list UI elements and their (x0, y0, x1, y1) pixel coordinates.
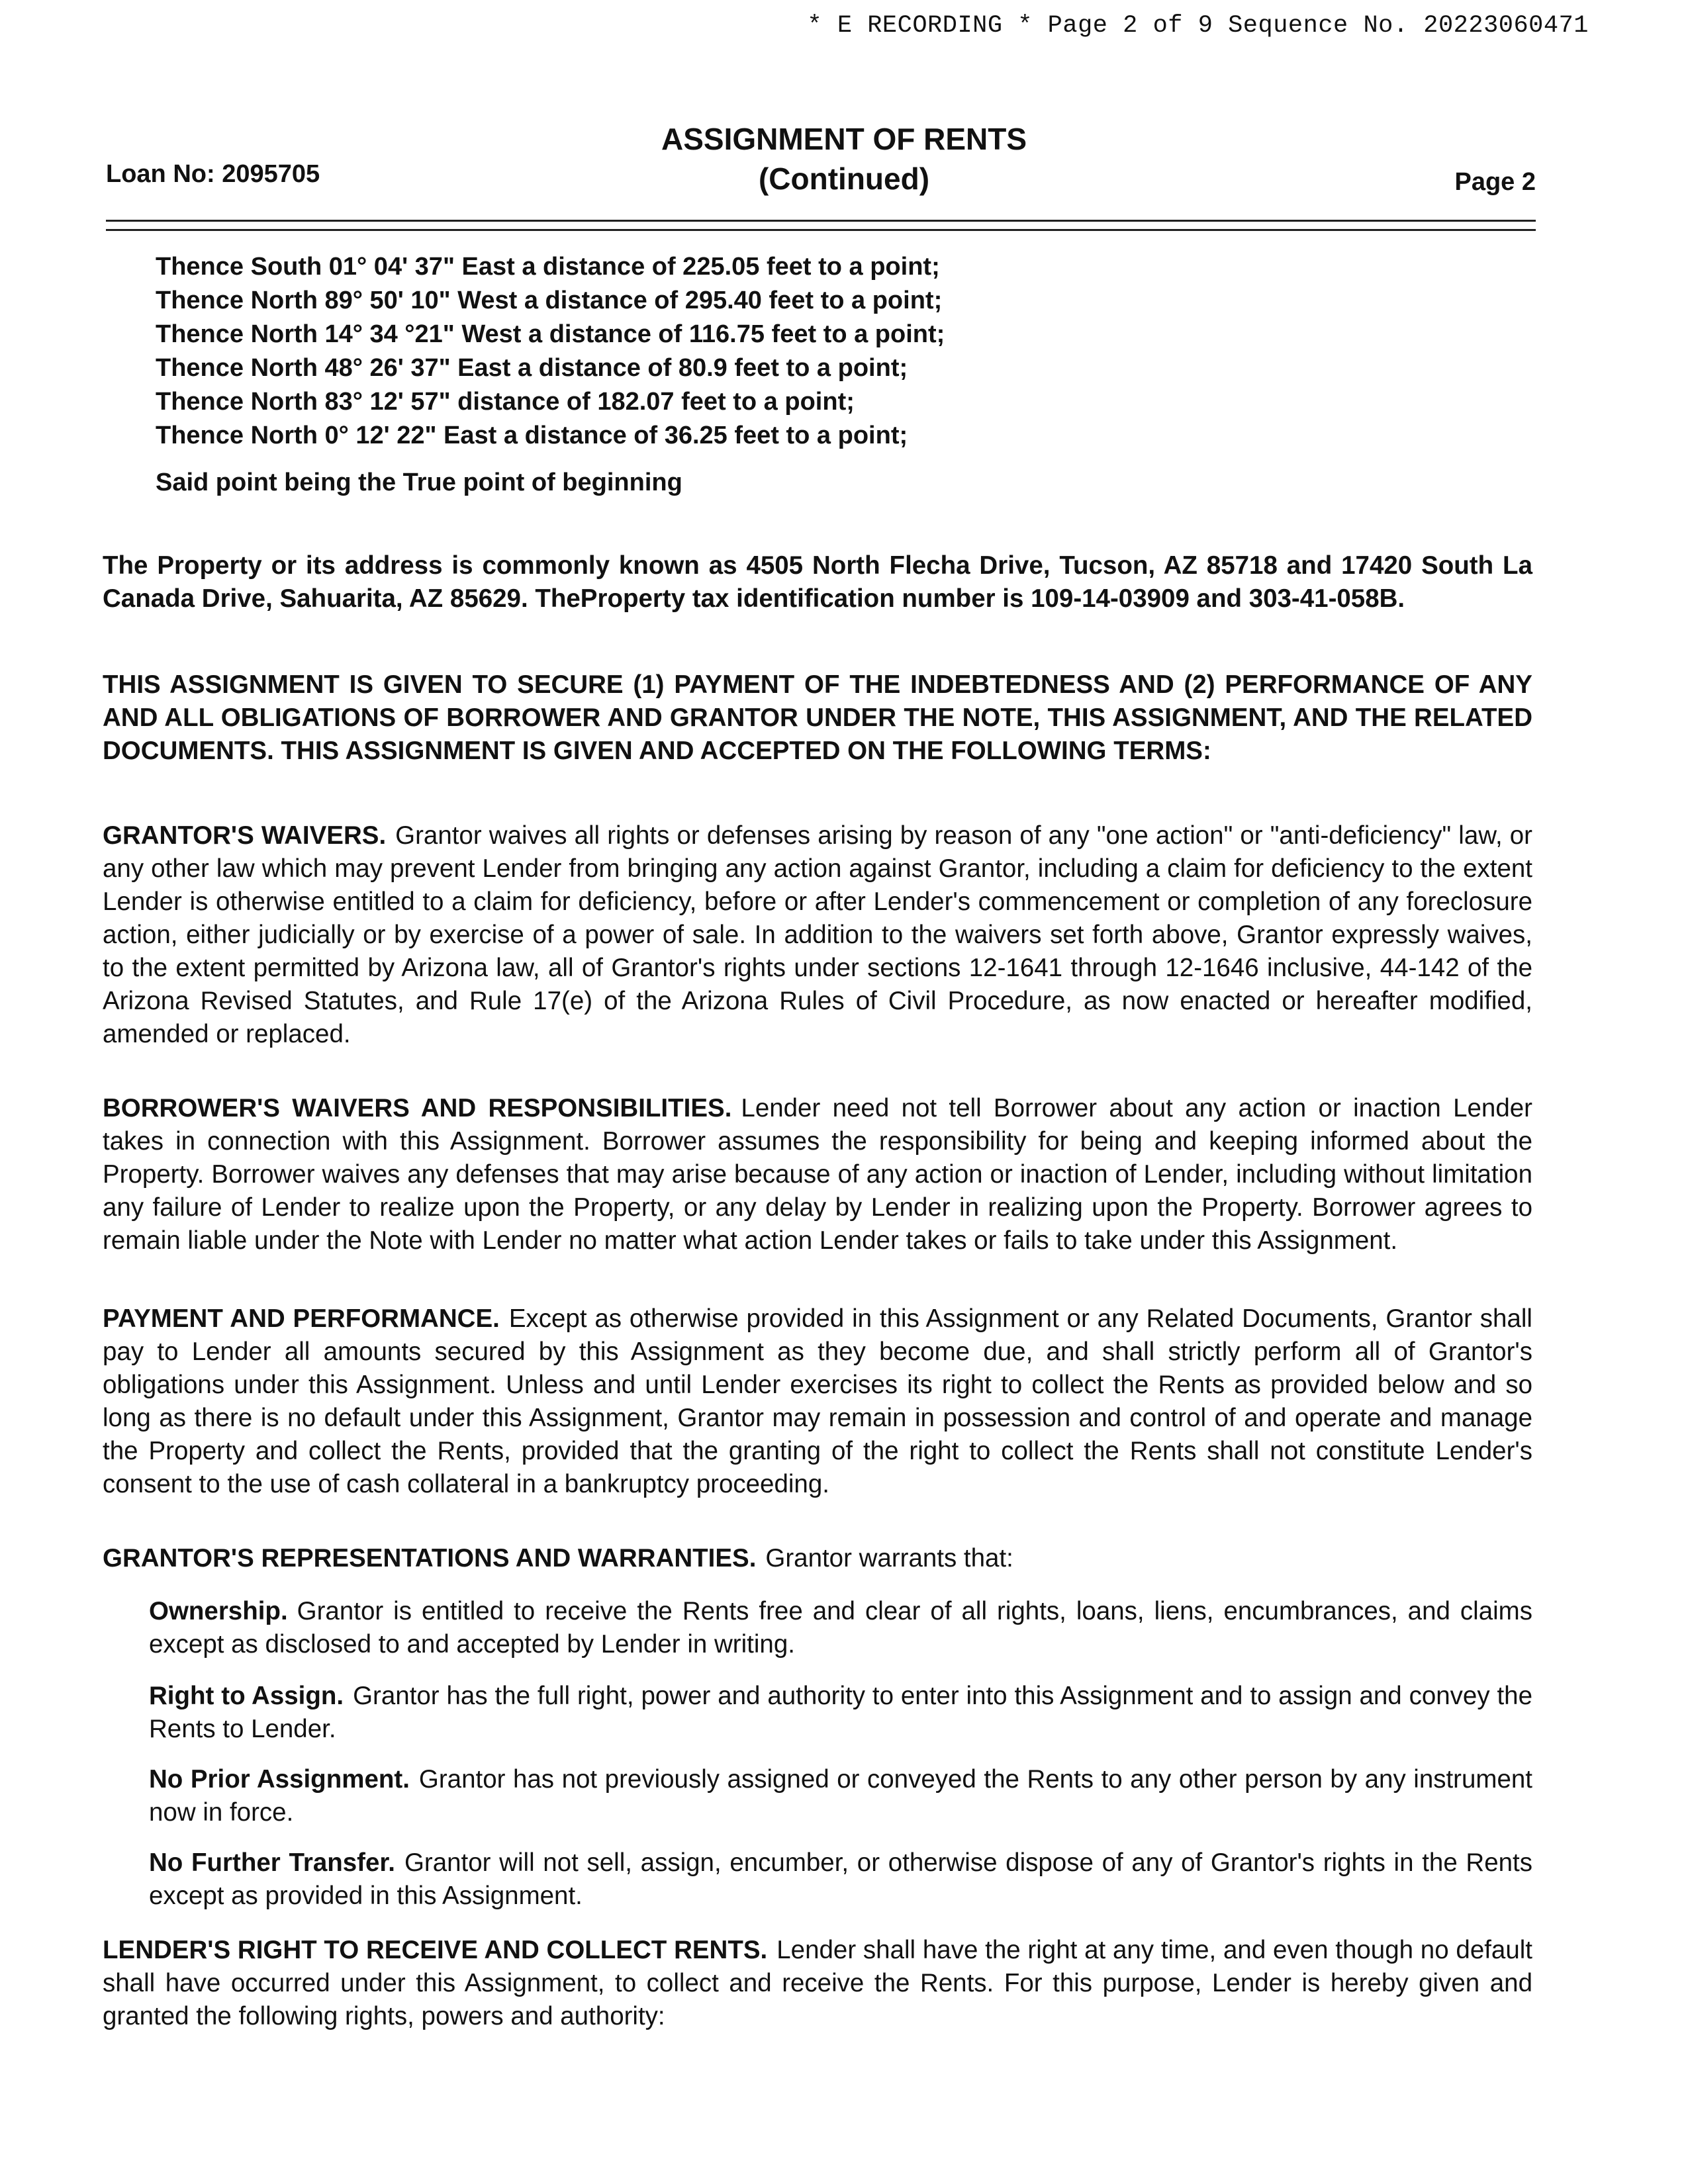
property-address-paragraph: The Property or its address is commonly known as 4505 North Flecha Drive, Tucson, AZ 85718 and 17420 South La Canada Drive, Sahuarita, AZ 85629. TheProperty tax identification number is 109-14-03909 and 303-41-058B. (103, 551, 1532, 613)
borrowers-waivers-section (103, 1092, 1532, 1257)
header-rule-bottom (106, 229, 1536, 231)
section-body: Lender need not tell Borrower about any action or inaction Lender takes in connection with this Assignment. Borrower assumes the responsibility for being and keeping informed about the Property. Borrower waives any defenses that may arise because of any action or inaction of Lender, including without limitation any failure of Lender to realize upon the Property, or any delay by Lender in realizing upon the Property. Borrower agrees to remain liable under the Note with Lender no matter what action Lender takes or fails to take under this Assignment. (103, 1094, 1532, 1255)
metes-call: Thence South 01° 04' 37" East a distance of 225.05 feet to a point; (156, 253, 940, 281)
section-body: Grantor waives all rights or defenses arising by reason of any "one action" or "anti-deficiency" law, or any other law which may prevent Lender from bringing any action against Grantor, including a claim for deficiency to the extent Lender is otherwise entitled to a claim for deficiency, before or after Lender's commencement or completion of any foreclosure action, either judicially or by exercise of a power of sale. In addition to the waivers set forth above, Grantor expressly waives, to the extent permitted by Arizona law, all of Grantor's rights under sections 12-1641 through 12-1646 inclusive, 44-142 of the Arizona Revised Statutes, and Rule 17(e) of the Arizona Rules of Civil Procedure, as now enacted or hereafter modified, amended or replaced. (103, 821, 1532, 1048)
legal-description-calls (156, 250, 1413, 453)
subsection-heading: Right to Assign. (149, 1682, 344, 1710)
subsection-body: Grantor will not sell, assign, encumber, or otherwise dispose of any of Grantor's rights in the Rents except as provided in this Assignment. (149, 1848, 1532, 1910)
subsection-heading: No Prior Assignment. (149, 1765, 410, 1794)
loan-number: Loan No: 2095705 (106, 160, 320, 188)
subsection-heading: Ownership. (149, 1597, 288, 1625)
representations-section (103, 1542, 1532, 1575)
right-to-assign-subsection (149, 1680, 1532, 1746)
document-title: ASSIGNMENT OF RENTS (661, 122, 1027, 156)
no-prior-assignment-subsection (149, 1763, 1532, 1829)
no-further-transfer-subsection (149, 1846, 1532, 1913)
ownership-subsection (149, 1595, 1532, 1661)
section-heading: GRANTOR'S REPRESENTATIONS AND WARRANTIES. (103, 1544, 757, 1572)
subsection-body: Grantor is entitled to receive the Rents free and clear of all rights, loans, liens, encumbrances, and claims except as disclosed to and accepted by Lender in writing. (149, 1597, 1532, 1659)
subsection-body: Grantor has not previously assigned or conveyed the Rents to any other person by any instrument now in force. (149, 1765, 1533, 1827)
section-heading: GRANTOR'S WAIVERS. (103, 821, 387, 850)
page-number: Page 2 (1454, 168, 1536, 196)
subsection-heading: No Further Transfer. (149, 1848, 395, 1877)
secure-clause: THIS ASSIGNMENT IS GIVEN TO SECURE (1) PAYMENT OF THE INDEBTEDNESS AND (2) PERFORMANCE OF ANY AND ALL OBLIGATIONS OF BORROWER AND GRANTOR UNDER THE NOTE, THIS ASSIGNMENT, AND THE RELATED DOCUMENTS. THIS ASSIGNMENT IS GIVEN AND ACCEPTED ON THE FOLLOWING TERMS: (103, 670, 1532, 765)
metes-call: Thence North 48° 26' 37" East a distance of 80.9 feet to a point; (156, 354, 908, 382)
document-subtitle: (Continued) (758, 161, 930, 196)
section-body: Lender shall have the right at any time, and even though no default shall have occurred under this Assignment, to collect and receive the Rents. For this purpose, Lender is hereby given and granted the following rights, powers and authority: (103, 1936, 1532, 2030)
header-rule-top (106, 220, 1536, 222)
metes-call: Thence North 14° 34 °21" West a distance of 116.75 feet to a point; (156, 320, 945, 348)
section-heading: BORROWER'S WAIVERS AND RESPONSIBILITIES. (103, 1094, 732, 1122)
recording-header: * E RECORDING * Page 2 of 9 Sequence No. 20223060471 (807, 12, 1589, 40)
payment-performance-section (103, 1302, 1532, 1501)
metes-call: Thence North 0° 12' 22" East a distance of 36.25 feet to a point; (156, 422, 908, 449)
point-of-beginning: Said point being the True point of beginning (156, 469, 682, 496)
grantors-waivers-section (103, 819, 1532, 1051)
metes-call: Thence North 89° 50' 10" West a distance of 295.40 feet to a point; (156, 287, 943, 314)
lenders-right-section (103, 1934, 1532, 2033)
section-body: Except as otherwise provided in this Assignment or any Related Documents, Grantor shall pay to Lender all amounts secured by this Assignment as they become due, and shall strictly perform all of Grantor's obligations under this Assignment. Unless and until Lender exercises its right to collect the Rents as provided below and so long as there is no default under this Assignment, Grantor may remain in possession and control of and operate and manage the Property and collect the Rents, provided that the granting of the right to collect the Rents shall not constitute Lender's consent to the use of cash collateral in a bankruptcy proceeding. (103, 1304, 1532, 1498)
section-body: Grantor warrants that: (765, 1544, 1013, 1572)
subsection-body: Grantor has the full right, power and authority to enter into this Assignment and to assign and convey the Rents to Lender. (149, 1682, 1533, 1743)
metes-call: Thence North 83° 12' 57" distance of 182.07 feet to a point; (156, 388, 855, 416)
section-heading: PAYMENT AND PERFORMANCE. (103, 1304, 500, 1333)
section-heading: LENDER'S RIGHT TO RECEIVE AND COLLECT RENTS. (103, 1936, 768, 1964)
